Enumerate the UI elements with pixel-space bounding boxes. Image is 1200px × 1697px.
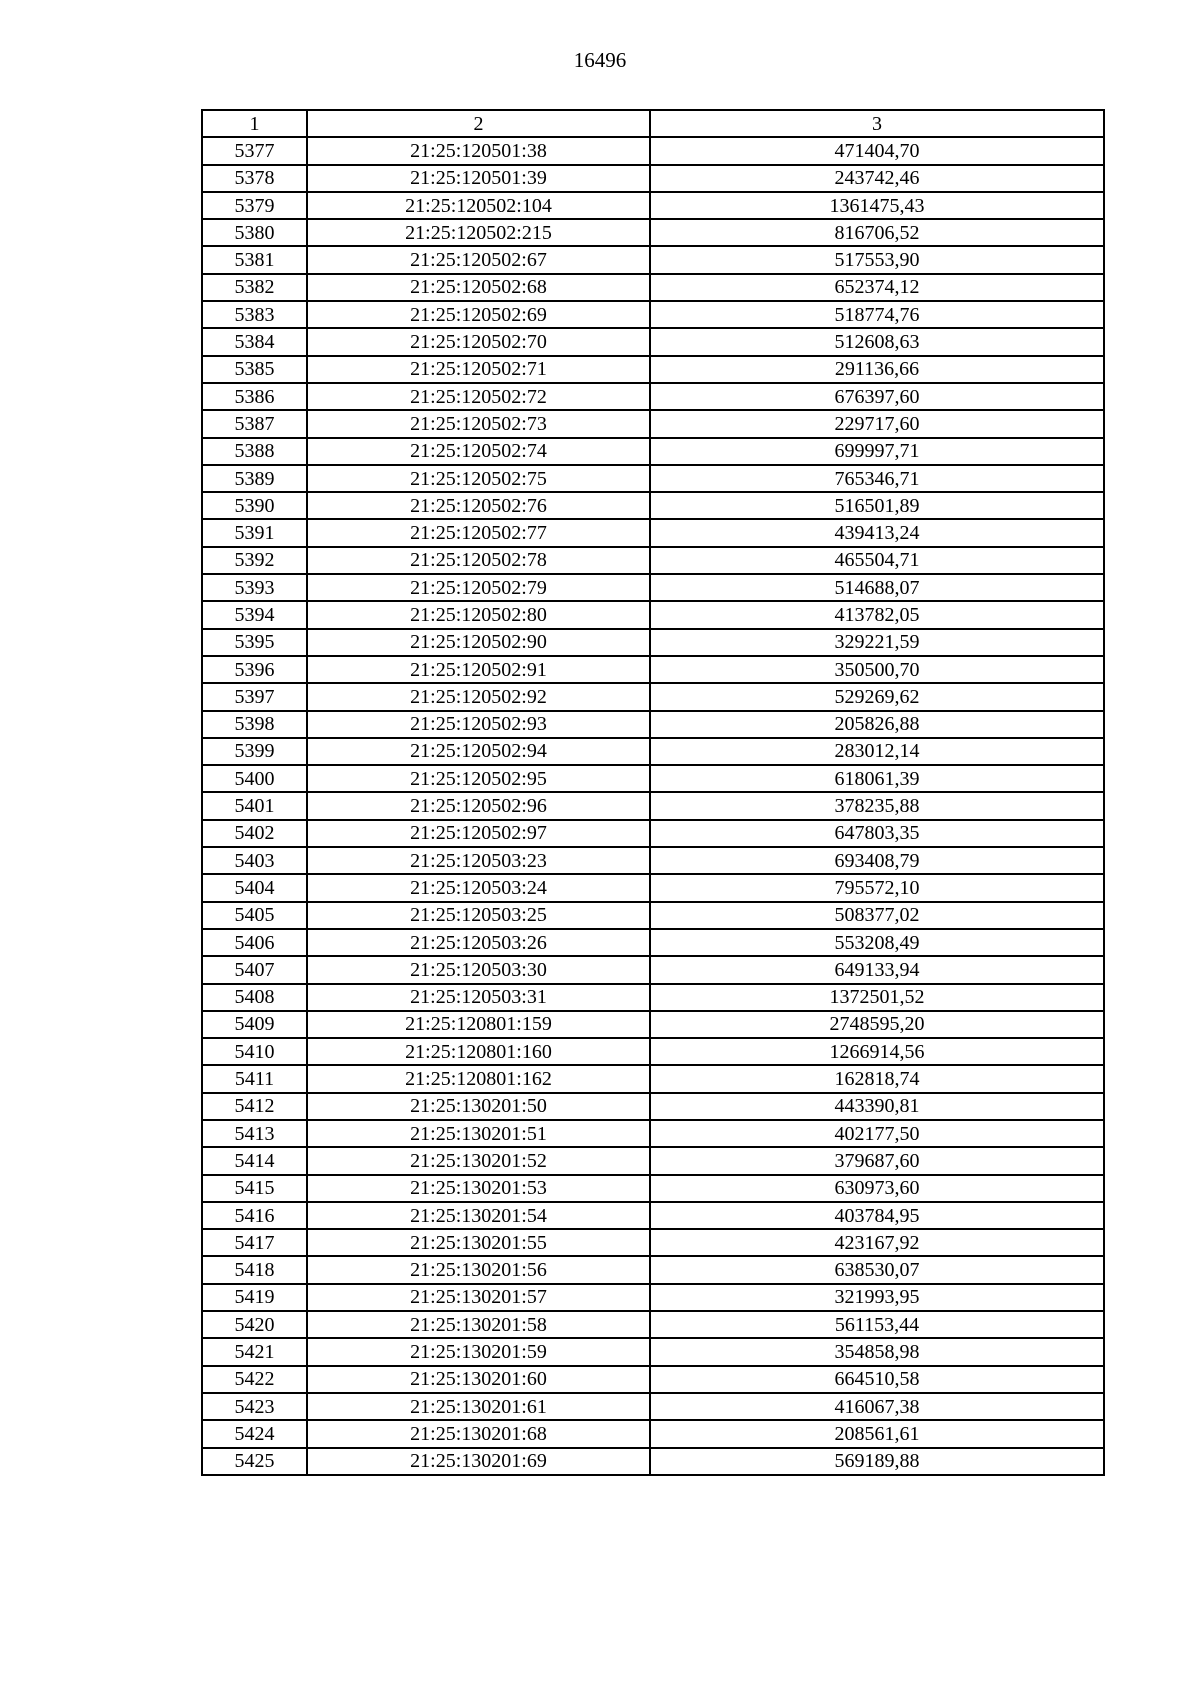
value-cell: 647803,35 [650, 820, 1104, 847]
row-number-cell: 5395 [202, 629, 307, 656]
value-cell: 439413,24 [650, 519, 1104, 546]
cadastral-number-cell: 21:25:120502:74 [307, 438, 650, 465]
cadastral-number-cell: 21:25:130201:58 [307, 1311, 650, 1338]
table-row [202, 847, 1104, 874]
row-number-cell: 5412 [202, 1093, 307, 1120]
row-number-cell: 5393 [202, 574, 307, 601]
value-cell: 378235,88 [650, 792, 1104, 819]
value-cell: 518774,76 [650, 301, 1104, 328]
table-row [202, 356, 1104, 383]
cadastral-number-cell: 21:25:130201:57 [307, 1284, 650, 1311]
cadastral-number-cell: 21:25:130201:51 [307, 1120, 650, 1147]
row-number-cell: 5422 [202, 1366, 307, 1393]
column-header-2: 2 [307, 110, 650, 137]
row-number-cell: 5416 [202, 1202, 307, 1229]
row-number-cell: 5383 [202, 301, 307, 328]
value-cell: 2748595,20 [650, 1011, 1104, 1038]
row-number-cell: 5385 [202, 356, 307, 383]
cadastral-number-cell: 21:25:120503:30 [307, 956, 650, 983]
table-row [202, 1284, 1104, 1311]
table-row [202, 328, 1104, 355]
table-row [202, 1338, 1104, 1365]
cadastral-number-cell: 21:25:120503:25 [307, 902, 650, 929]
row-number-cell: 5394 [202, 601, 307, 628]
value-cell: 699997,71 [650, 438, 1104, 465]
row-number-cell: 5410 [202, 1038, 307, 1065]
row-number-cell: 5420 [202, 1311, 307, 1338]
cadastral-number-cell: 21:25:120801:160 [307, 1038, 650, 1065]
cadastral-number-cell: 21:25:120502:76 [307, 492, 650, 519]
value-cell: 423167,92 [650, 1229, 1104, 1256]
cadastral-number-cell: 21:25:120502:67 [307, 246, 650, 273]
value-cell: 283012,14 [650, 738, 1104, 765]
table-row [202, 1038, 1104, 1065]
row-number-cell: 5390 [202, 492, 307, 519]
row-number-cell: 5387 [202, 410, 307, 437]
table-row [202, 656, 1104, 683]
value-cell: 638530,07 [650, 1256, 1104, 1283]
row-number-cell: 5403 [202, 847, 307, 874]
value-cell: 354858,98 [650, 1338, 1104, 1365]
value-cell: 652374,12 [650, 274, 1104, 301]
cadastral-number-cell: 21:25:130201:56 [307, 1256, 650, 1283]
table-row [202, 410, 1104, 437]
table-row [202, 383, 1104, 410]
value-cell: 664510,58 [650, 1366, 1104, 1393]
cadastral-number-cell: 21:25:130201:60 [307, 1366, 650, 1393]
table-header-row [202, 110, 1104, 137]
table-row [202, 219, 1104, 246]
value-cell: 465504,71 [650, 547, 1104, 574]
table-row [202, 765, 1104, 792]
value-cell: 443390,81 [650, 1093, 1104, 1120]
table-row [202, 1120, 1104, 1147]
table-row [202, 301, 1104, 328]
table-row [202, 246, 1104, 273]
row-number-cell: 5391 [202, 519, 307, 546]
value-cell: 508377,02 [650, 902, 1104, 929]
cadastral-number-cell: 21:25:120501:38 [307, 137, 650, 164]
value-cell: 403784,95 [650, 1202, 1104, 1229]
row-number-cell: 5415 [202, 1175, 307, 1202]
table-row [202, 1366, 1104, 1393]
value-cell: 517553,90 [650, 246, 1104, 273]
row-number-cell: 5414 [202, 1147, 307, 1174]
table-row [202, 1065, 1104, 1092]
cadastral-number-cell: 21:25:130201:61 [307, 1393, 650, 1420]
table-row [202, 1448, 1104, 1475]
row-number-cell: 5382 [202, 274, 307, 301]
cadastral-number-cell: 21:25:120502:69 [307, 301, 650, 328]
cadastral-number-cell: 21:25:120503:24 [307, 874, 650, 901]
row-number-cell: 5404 [202, 874, 307, 901]
table-row [202, 1093, 1104, 1120]
value-cell: 1372501,52 [650, 984, 1104, 1011]
table-row [202, 956, 1104, 983]
table-row [202, 492, 1104, 519]
cadastral-number-cell: 21:25:120502:80 [307, 601, 650, 628]
row-number-cell: 5408 [202, 984, 307, 1011]
cadastral-number-cell: 21:25:130201:53 [307, 1175, 650, 1202]
value-cell: 649133,94 [650, 956, 1104, 983]
row-number-cell: 5407 [202, 956, 307, 983]
row-number-cell: 5421 [202, 1338, 307, 1365]
table-row [202, 738, 1104, 765]
row-number-cell: 5384 [202, 328, 307, 355]
row-number-cell: 5419 [202, 1284, 307, 1311]
value-cell: 1266914,56 [650, 1038, 1104, 1065]
cadastral-number-cell: 21:25:120502:78 [307, 547, 650, 574]
table-row [202, 1256, 1104, 1283]
cadastral-number-cell: 21:25:120502:104 [307, 192, 650, 219]
cadastral-number-cell: 21:25:120801:162 [307, 1065, 650, 1092]
table-row [202, 929, 1104, 956]
cadastral-number-cell: 21:25:120502:79 [307, 574, 650, 601]
cadastral-number-cell: 21:25:120503:31 [307, 984, 650, 1011]
table-row [202, 902, 1104, 929]
cadastral-number-cell: 21:25:120502:77 [307, 519, 650, 546]
cadastral-number-cell: 21:25:120502:72 [307, 383, 650, 410]
value-cell: 816706,52 [650, 219, 1104, 246]
value-cell: 795572,10 [650, 874, 1104, 901]
cadastral-number-cell: 21:25:120502:75 [307, 465, 650, 492]
row-number-cell: 5406 [202, 929, 307, 956]
value-cell: 379687,60 [650, 1147, 1104, 1174]
value-cell: 676397,60 [650, 383, 1104, 410]
row-number-cell: 5386 [202, 383, 307, 410]
value-cell: 471404,70 [650, 137, 1104, 164]
table-row [202, 1311, 1104, 1338]
value-cell: 162818,74 [650, 1065, 1104, 1092]
table-row [202, 1229, 1104, 1256]
table-row [202, 1393, 1104, 1420]
value-cell: 529269,62 [650, 683, 1104, 710]
cadastral-number-cell: 21:25:120503:26 [307, 929, 650, 956]
table-row [202, 574, 1104, 601]
row-number-cell: 5402 [202, 820, 307, 847]
row-number-cell: 5400 [202, 765, 307, 792]
value-cell: 516501,89 [650, 492, 1104, 519]
row-number-cell: 5399 [202, 738, 307, 765]
row-number-cell: 5401 [202, 792, 307, 819]
value-cell: 208561,61 [650, 1420, 1104, 1447]
row-number-cell: 5411 [202, 1065, 307, 1092]
data-table [201, 109, 1105, 1476]
value-cell: 350500,70 [650, 656, 1104, 683]
cadastral-number-cell: 21:25:120502:73 [307, 410, 650, 437]
row-number-cell: 5392 [202, 547, 307, 574]
table-row [202, 984, 1104, 1011]
cadastral-number-cell: 21:25:120502:91 [307, 656, 650, 683]
table-row [202, 465, 1104, 492]
row-number-cell: 5397 [202, 683, 307, 710]
table-row [202, 1420, 1104, 1447]
value-cell: 229717,60 [650, 410, 1104, 437]
table-row [202, 792, 1104, 819]
row-number-cell: 5379 [202, 192, 307, 219]
cadastral-number-cell: 21:25:130201:59 [307, 1338, 650, 1365]
row-number-cell: 5405 [202, 902, 307, 929]
table-row [202, 874, 1104, 901]
value-cell: 1361475,43 [650, 192, 1104, 219]
table-row [202, 711, 1104, 738]
value-cell: 514688,07 [650, 574, 1104, 601]
row-number-cell: 5378 [202, 165, 307, 192]
cadastral-number-cell: 21:25:120502:92 [307, 683, 650, 710]
value-cell: 321993,95 [650, 1284, 1104, 1311]
cadastral-number-cell: 21:25:120502:70 [307, 328, 650, 355]
value-cell: 416067,38 [650, 1393, 1104, 1420]
value-cell: 243742,46 [650, 165, 1104, 192]
row-number-cell: 5377 [202, 137, 307, 164]
column-header-3: 3 [650, 110, 1104, 137]
row-number-cell: 5381 [202, 246, 307, 273]
row-number-cell: 5425 [202, 1448, 307, 1475]
cadastral-number-cell: 21:25:120502:94 [307, 738, 650, 765]
row-number-cell: 5398 [202, 711, 307, 738]
column-header-1: 1 [202, 110, 307, 137]
table-row [202, 547, 1104, 574]
table-row [202, 192, 1104, 219]
row-number-cell: 5423 [202, 1393, 307, 1420]
row-number-cell: 5413 [202, 1120, 307, 1147]
cadastral-number-cell: 21:25:120501:39 [307, 165, 650, 192]
table-row [202, 820, 1104, 847]
table-row [202, 519, 1104, 546]
table-row [202, 1011, 1104, 1038]
row-number-cell: 5388 [202, 438, 307, 465]
table-row [202, 1175, 1104, 1202]
value-cell: 329221,59 [650, 629, 1104, 656]
cadastral-number-cell: 21:25:130201:54 [307, 1202, 650, 1229]
row-number-cell: 5417 [202, 1229, 307, 1256]
table-row [202, 601, 1104, 628]
row-number-cell: 5389 [202, 465, 307, 492]
table-row [202, 438, 1104, 465]
value-cell: 512608,63 [650, 328, 1104, 355]
cadastral-number-cell: 21:25:120502:71 [307, 356, 650, 383]
value-cell: 561153,44 [650, 1311, 1104, 1338]
cadastral-number-cell: 21:25:120502:68 [307, 274, 650, 301]
table-row [202, 274, 1104, 301]
table-row [202, 629, 1104, 656]
row-number-cell: 5409 [202, 1011, 307, 1038]
cadastral-number-cell: 21:25:130201:52 [307, 1147, 650, 1174]
row-number-cell: 5396 [202, 656, 307, 683]
row-number-cell: 5424 [202, 1420, 307, 1447]
value-cell: 618061,39 [650, 765, 1104, 792]
value-cell: 402177,50 [650, 1120, 1104, 1147]
value-cell: 553208,49 [650, 929, 1104, 956]
value-cell: 291136,66 [650, 356, 1104, 383]
cadastral-number-cell: 21:25:120502:95 [307, 765, 650, 792]
table-row [202, 1202, 1104, 1229]
cadastral-number-cell: 21:25:120502:215 [307, 219, 650, 246]
cadastral-number-cell: 21:25:120502:97 [307, 820, 650, 847]
value-cell: 630973,60 [650, 1175, 1104, 1202]
cadastral-number-cell: 21:25:120502:96 [307, 792, 650, 819]
value-cell: 693408,79 [650, 847, 1104, 874]
cadastral-number-cell: 21:25:130201:50 [307, 1093, 650, 1120]
table-row [202, 1147, 1104, 1174]
value-cell: 413782,05 [650, 601, 1104, 628]
cadastral-number-cell: 21:25:130201:55 [307, 1229, 650, 1256]
cadastral-number-cell: 21:25:120502:90 [307, 629, 650, 656]
cadastral-number-cell: 21:25:130201:69 [307, 1448, 650, 1475]
cadastral-number-cell: 21:25:130201:68 [307, 1420, 650, 1447]
table-body [202, 110, 1104, 1475]
row-number-cell: 5380 [202, 219, 307, 246]
cadastral-number-cell: 21:25:120503:23 [307, 847, 650, 874]
cadastral-number-cell: 21:25:120502:93 [307, 711, 650, 738]
table-row [202, 165, 1104, 192]
page-number: 16496 [573, 48, 627, 72]
value-cell: 205826,88 [650, 711, 1104, 738]
table-row [202, 683, 1104, 710]
value-cell: 765346,71 [650, 465, 1104, 492]
table-row [202, 137, 1104, 164]
cadastral-number-cell: 21:25:120801:159 [307, 1011, 650, 1038]
value-cell: 569189,88 [650, 1448, 1104, 1475]
row-number-cell: 5418 [202, 1256, 307, 1283]
